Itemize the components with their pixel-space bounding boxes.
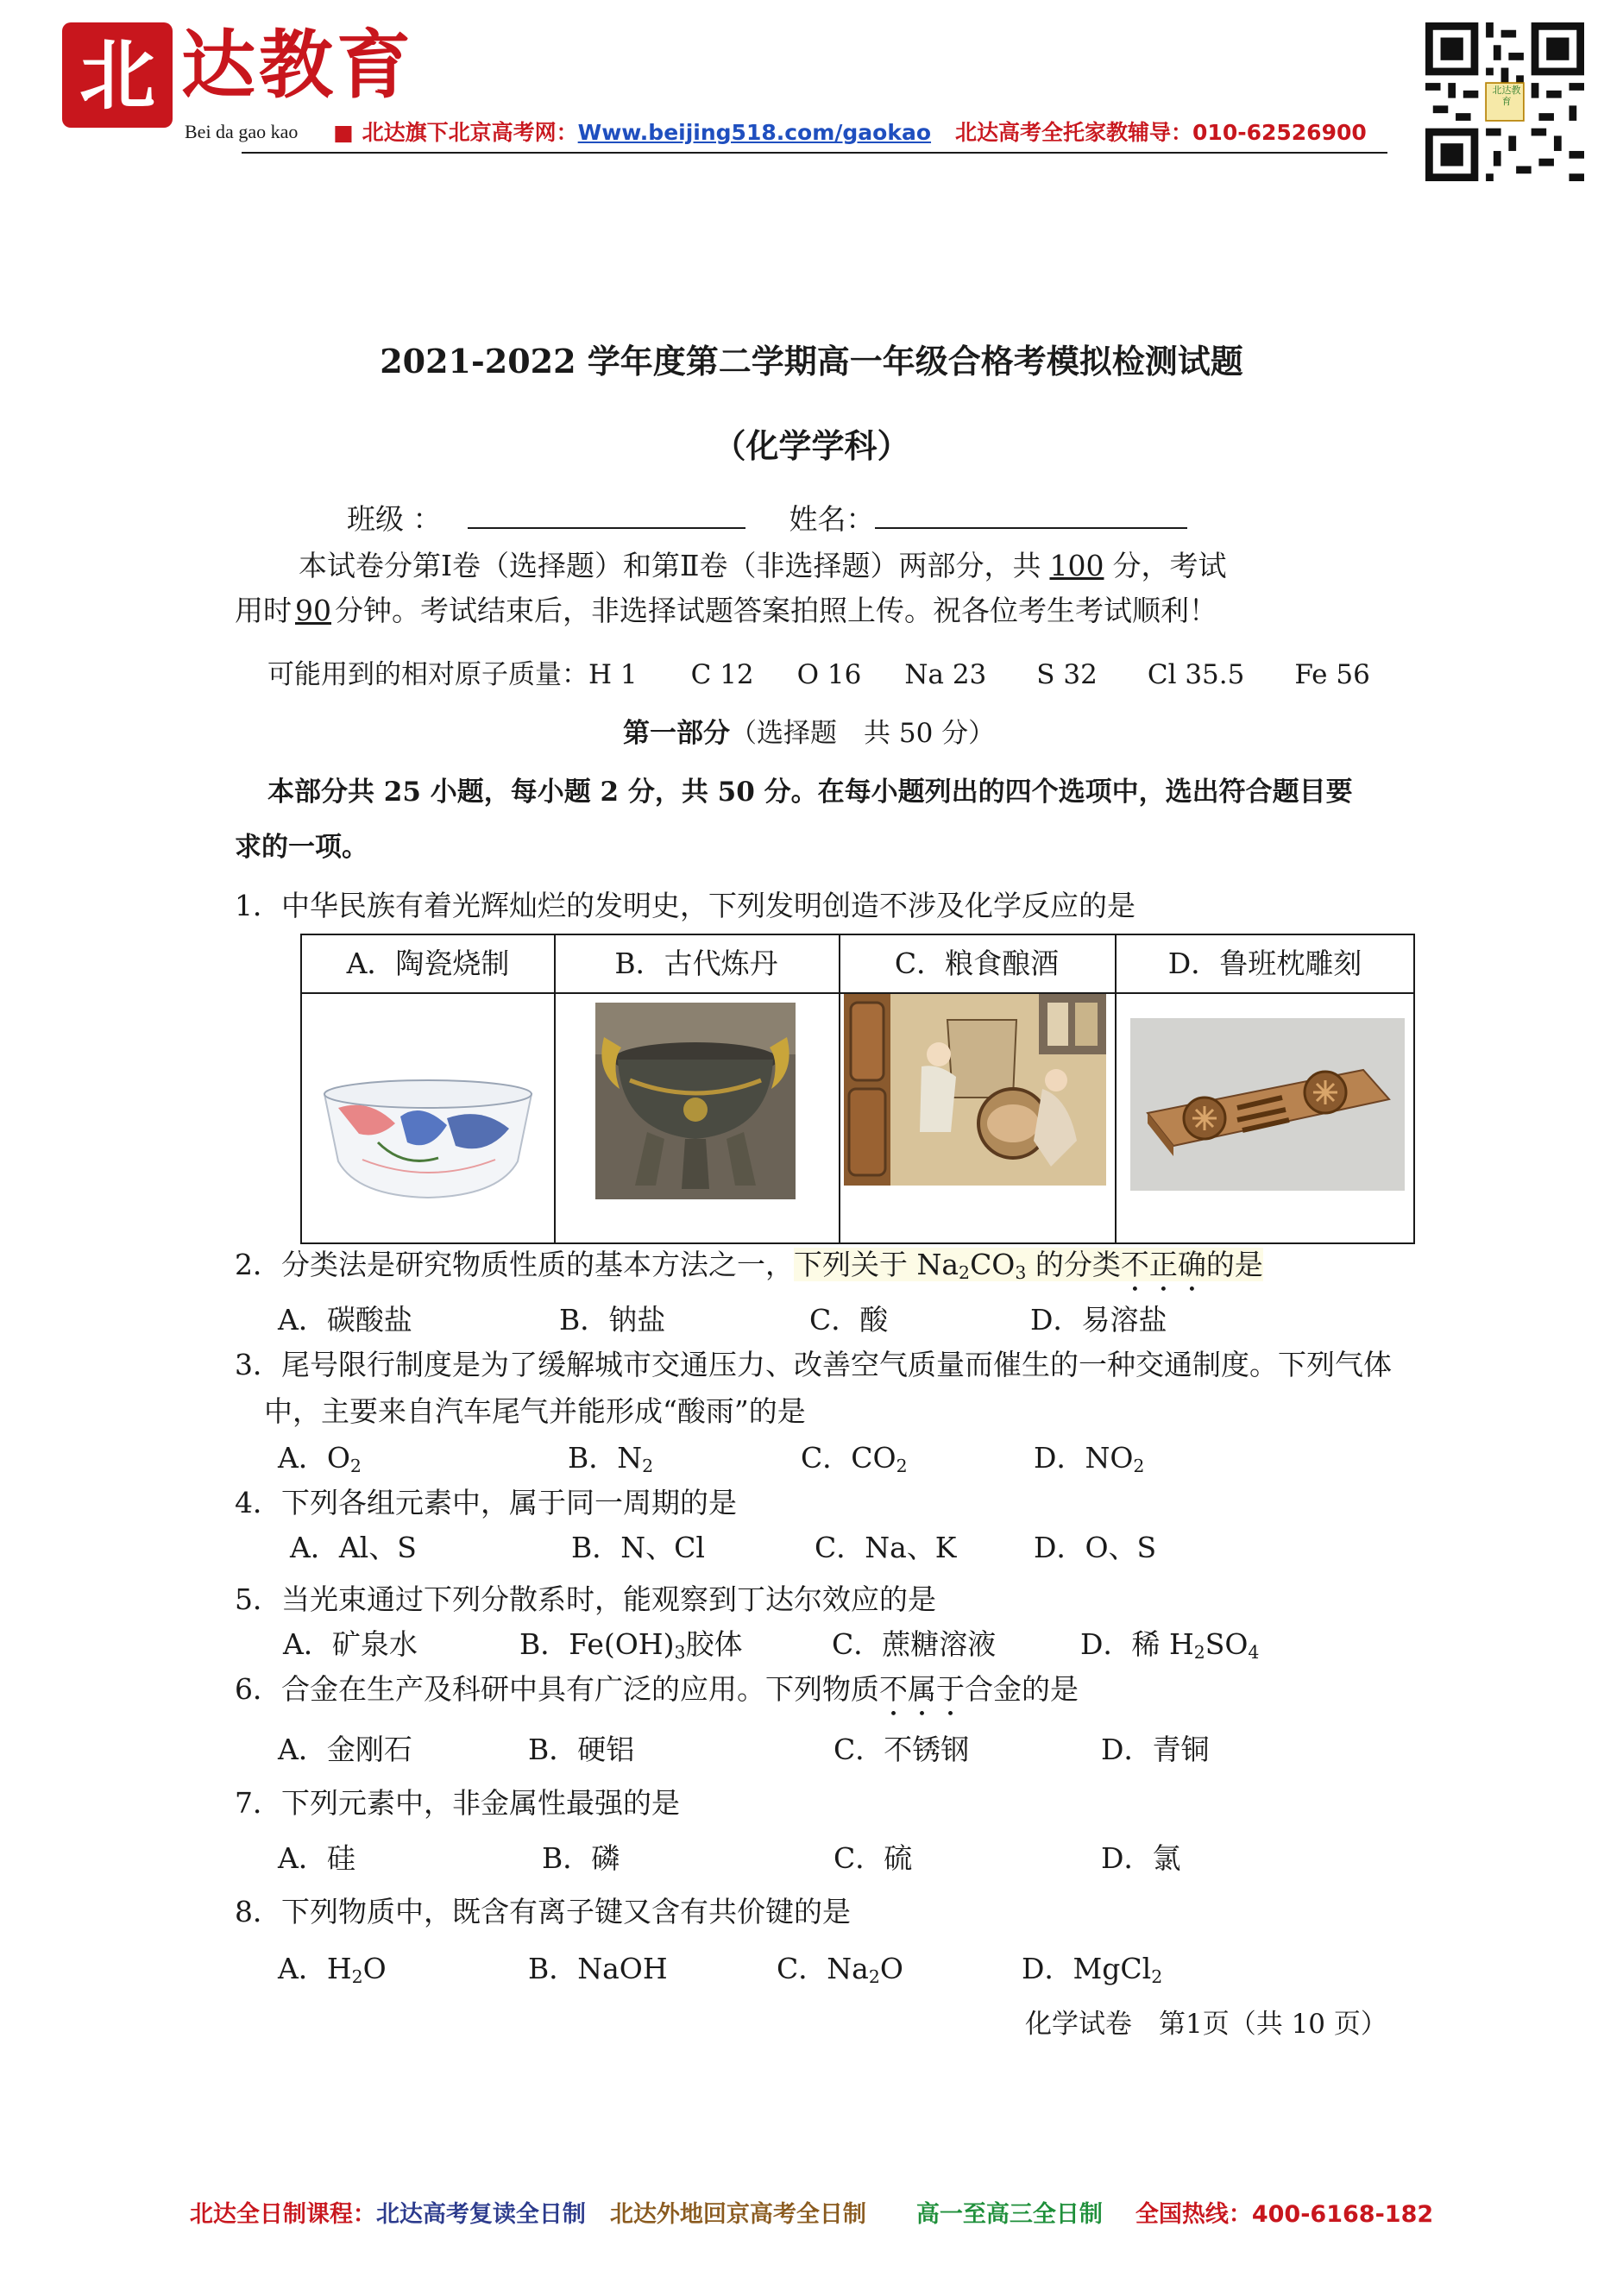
- q6-emphasis: 不属于: [879, 1672, 965, 1706]
- subscript: 2: [959, 1262, 971, 1284]
- subscript: 2: [868, 1966, 880, 1988]
- q6-stem-a: 6．合金在生产及科研中具有广泛的应用。下列物质: [235, 1672, 879, 1706]
- part1-heading-note: （选择题 共 50 分）: [730, 718, 996, 749]
- option-text: D．NO: [1034, 1441, 1134, 1475]
- q6-option-d[interactable]: D．青铜: [1101, 1733, 1210, 1766]
- q7-option-b[interactable]: B．磷: [542, 1841, 620, 1875]
- exam-title: 2021-2022 学年度第二学期高一年级合格考模拟检测试题: [380, 342, 1243, 381]
- option-text: C．CO: [801, 1441, 896, 1475]
- subscript: 2: [351, 1966, 363, 1988]
- q2-stem-a: 2．分类法是研究物质性质的基本方法之一，: [235, 1248, 794, 1281]
- option-text: A．H: [278, 1952, 352, 1985]
- header-contact-line: [333, 116, 1367, 147]
- intro-text-d: 分钟。考试结束后，非选择试题答案拍照上传。祝各位考生考试顺利！: [335, 594, 1217, 627]
- subscript: 2: [1133, 1456, 1145, 1477]
- q3-option-d[interactable]: [1034, 1436, 1144, 1476]
- footer-course-2[interactable]: 北达外地回京高考全日制: [609, 2201, 866, 2228]
- q1-option-b[interactable]: B．古代炼丹: [614, 947, 778, 980]
- atomic-mass-row: [267, 652, 1370, 691]
- option-text: D．稀 H: [1080, 1627, 1194, 1661]
- q2-stem: [235, 1242, 1263, 1299]
- intro-text-c: 用时: [235, 594, 292, 627]
- footer-course-1[interactable]: 北达高考复读全日制: [375, 2201, 586, 2228]
- subscript: 4: [1248, 1642, 1260, 1664]
- q4-option-b[interactable]: B．N、Cl: [571, 1531, 705, 1564]
- header-square-icon: ■: [333, 120, 354, 145]
- class-blank[interactable]: [468, 501, 745, 529]
- atomic-mass-item: S 32: [1036, 659, 1098, 690]
- page-number: 化学试卷 第1页（共 10 页）: [1025, 2009, 1387, 2040]
- atomic-mass-item: Na 23: [904, 659, 987, 690]
- qr-center-label: 北达教育: [1492, 85, 1521, 107]
- luban-pillow-carving-image: [1130, 1018, 1405, 1191]
- subscript: 2: [896, 1456, 908, 1477]
- option-text: SO: [1205, 1627, 1249, 1661]
- option-text: O: [362, 1952, 387, 1985]
- q2-option-d[interactable]: D．易溶盐: [1030, 1303, 1167, 1337]
- option-text: C．Na: [777, 1952, 869, 1985]
- q6-option-a[interactable]: A．金刚石: [278, 1733, 412, 1766]
- q7-option-c[interactable]: C．硫: [834, 1841, 913, 1875]
- intro-line-2: [235, 588, 1217, 629]
- atomic-mass-label: 可能用到的相对原子质量：: [267, 659, 588, 690]
- q1-option-a[interactable]: A．陶瓷烧制: [346, 947, 510, 980]
- part1-instruction-2: 求的一项。: [235, 832, 368, 863]
- q6-option-c[interactable]: C．不锈钢: [834, 1733, 970, 1766]
- header-prefix: 北达旗下北京高考网：: [362, 120, 578, 145]
- q1-options-table: [300, 934, 1415, 1244]
- atomic-mass-item: Fe 56: [1294, 659, 1370, 690]
- q5-option-d[interactable]: [1080, 1622, 1259, 1663]
- subscript: 2: [1193, 1642, 1205, 1664]
- q2-stem-b3: 的分类: [1026, 1248, 1121, 1281]
- exam-minutes: 90: [295, 594, 331, 627]
- exam-subtitle: （化学学科）: [713, 426, 910, 465]
- class-label: 班级 ：: [347, 502, 442, 536]
- q2-stem-b4: 的是: [1205, 1248, 1263, 1281]
- qr-code-icon: [1425, 22, 1584, 181]
- q7-option-d[interactable]: D．氯: [1101, 1841, 1181, 1875]
- q5-option-a[interactable]: A．矿泉水: [283, 1627, 418, 1661]
- header-url-link[interactable]: Www.beijing518.com/gaokao: [577, 120, 932, 145]
- q8-option-d[interactable]: [1022, 1947, 1162, 1987]
- q4-stem: 4．下列各组元素中，属于同一周期的是: [235, 1486, 737, 1519]
- logo-text: 达教育: [181, 22, 414, 109]
- q5-stem: 5．当光束通过下列分散系时，能观察到丁达尔效应的是: [235, 1582, 936, 1616]
- name-blank[interactable]: [875, 501, 1187, 529]
- q3-option-a[interactable]: [278, 1436, 362, 1476]
- q2-option-a[interactable]: A．碳酸盐: [278, 1303, 412, 1337]
- option-text: O: [879, 1952, 903, 1985]
- q2-emphasis: 不正确: [1120, 1248, 1206, 1281]
- atomic-mass-item: C 12: [690, 659, 754, 690]
- name-label: 姓名：: [789, 502, 875, 536]
- q1-option-d[interactable]: D．鲁班枕雕刻: [1167, 947, 1362, 980]
- logo-char: 北: [79, 30, 155, 120]
- q2-stem-b2: CO: [970, 1248, 1016, 1281]
- q4-option-a[interactable]: A．Al、S: [290, 1531, 417, 1564]
- q5-option-b[interactable]: [519, 1622, 742, 1663]
- porcelain-bowl-image: [318, 1056, 538, 1211]
- class-name-row: [347, 497, 1187, 538]
- subscript: 2: [642, 1456, 654, 1477]
- footer-course-3[interactable]: 高一至高三全日制: [915, 2201, 1103, 2228]
- q2-option-c[interactable]: C．酸: [809, 1303, 889, 1337]
- subscript: 2: [1151, 1966, 1163, 1988]
- option-text: A．O: [278, 1441, 350, 1475]
- q2-stem-highlight: [794, 1248, 1263, 1284]
- atomic-mass-item: H 1: [588, 659, 638, 690]
- wine-brewing-painting-image: [844, 994, 1106, 1186]
- part1-heading: 第一部分: [623, 718, 730, 749]
- q8-option-b[interactable]: B．NaOH: [528, 1952, 668, 1985]
- q1-option-c[interactable]: C．粮食酿酒: [894, 947, 1060, 980]
- subscript: 3: [674, 1642, 686, 1664]
- atomic-mass-item: Cl 35.5: [1147, 659, 1245, 690]
- q8-option-a[interactable]: [278, 1947, 387, 1987]
- part1-heading-row: [623, 711, 995, 750]
- q8-option-c[interactable]: [777, 1947, 903, 1987]
- q4-option-d[interactable]: D．O、S: [1034, 1531, 1157, 1564]
- subscript: 3: [1015, 1262, 1027, 1284]
- intro-text-a: 本试卷分第Ⅰ卷（选择题）和第Ⅱ卷（非选择题）两部分，共: [299, 549, 1041, 582]
- header-suffix: 北达高考全托家教辅导：010-62526900: [955, 120, 1367, 145]
- q7-stem: 7．下列元素中，非金属性最强的是: [235, 1786, 680, 1820]
- option-text: 胶体: [685, 1627, 743, 1661]
- q7-option-a[interactable]: A．硅: [278, 1841, 355, 1875]
- q1-stem: 1．中华民族有着光辉灿烂的发明史，下列发明创造不涉及化学反应的是: [235, 889, 1135, 922]
- footer-banner: [0, 2195, 1623, 2229]
- total-score: 100: [1049, 549, 1104, 582]
- q2-stem-b1: 下列关于 Na: [794, 1248, 959, 1281]
- q3-stem-line-2: 中，主要来自汽车尾气并能形成“酸雨”的是: [264, 1394, 806, 1428]
- intro-line-1: [299, 544, 1226, 584]
- intro-text-b: 分，考试: [1112, 549, 1227, 582]
- part1-instruction-1: 本部分共 25 小题，每小题 2 分，共 50 分。在每小题列出的四个选项中，选出符合题目要: [267, 777, 1353, 808]
- q6-option-b[interactable]: B．硬铝: [528, 1733, 635, 1766]
- q4-option-c[interactable]: C．Na、K: [815, 1531, 957, 1564]
- logo-subtitle: Bei da gao kao: [185, 121, 299, 142]
- logo-mark: [62, 22, 173, 128]
- option-text: B．Fe(OH): [519, 1627, 675, 1661]
- header-rule: [242, 152, 1387, 154]
- footer-hotline[interactable]: 全国热线：400-6168-182: [1135, 2201, 1434, 2228]
- q6-stem-b: 合金的是: [965, 1672, 1079, 1706]
- q5-option-c[interactable]: C．蔗糖溶液: [832, 1627, 997, 1661]
- option-text: B．N: [568, 1441, 643, 1475]
- q3-option-c[interactable]: [801, 1436, 908, 1476]
- bronze-censer-image: [595, 1003, 796, 1199]
- option-text: D．MgCl: [1022, 1952, 1152, 1985]
- q6-stem: [235, 1667, 1079, 1723]
- footer-label: 北达全日制课程：: [189, 2201, 376, 2228]
- q3-option-b[interactable]: [568, 1436, 653, 1476]
- q3-stem-line-1: 3．尾号限行制度是为了缓解城市交通压力、改善空气质量而催生的一种交通制度。下列气体: [235, 1348, 1392, 1381]
- q8-stem: 8．下列物质中，既含有离子键又含有共价键的是: [235, 1895, 851, 1928]
- atomic-mass-item: O 16: [796, 659, 862, 690]
- q2-option-b[interactable]: B．钠盐: [559, 1303, 666, 1337]
- subscript: 2: [349, 1456, 362, 1477]
